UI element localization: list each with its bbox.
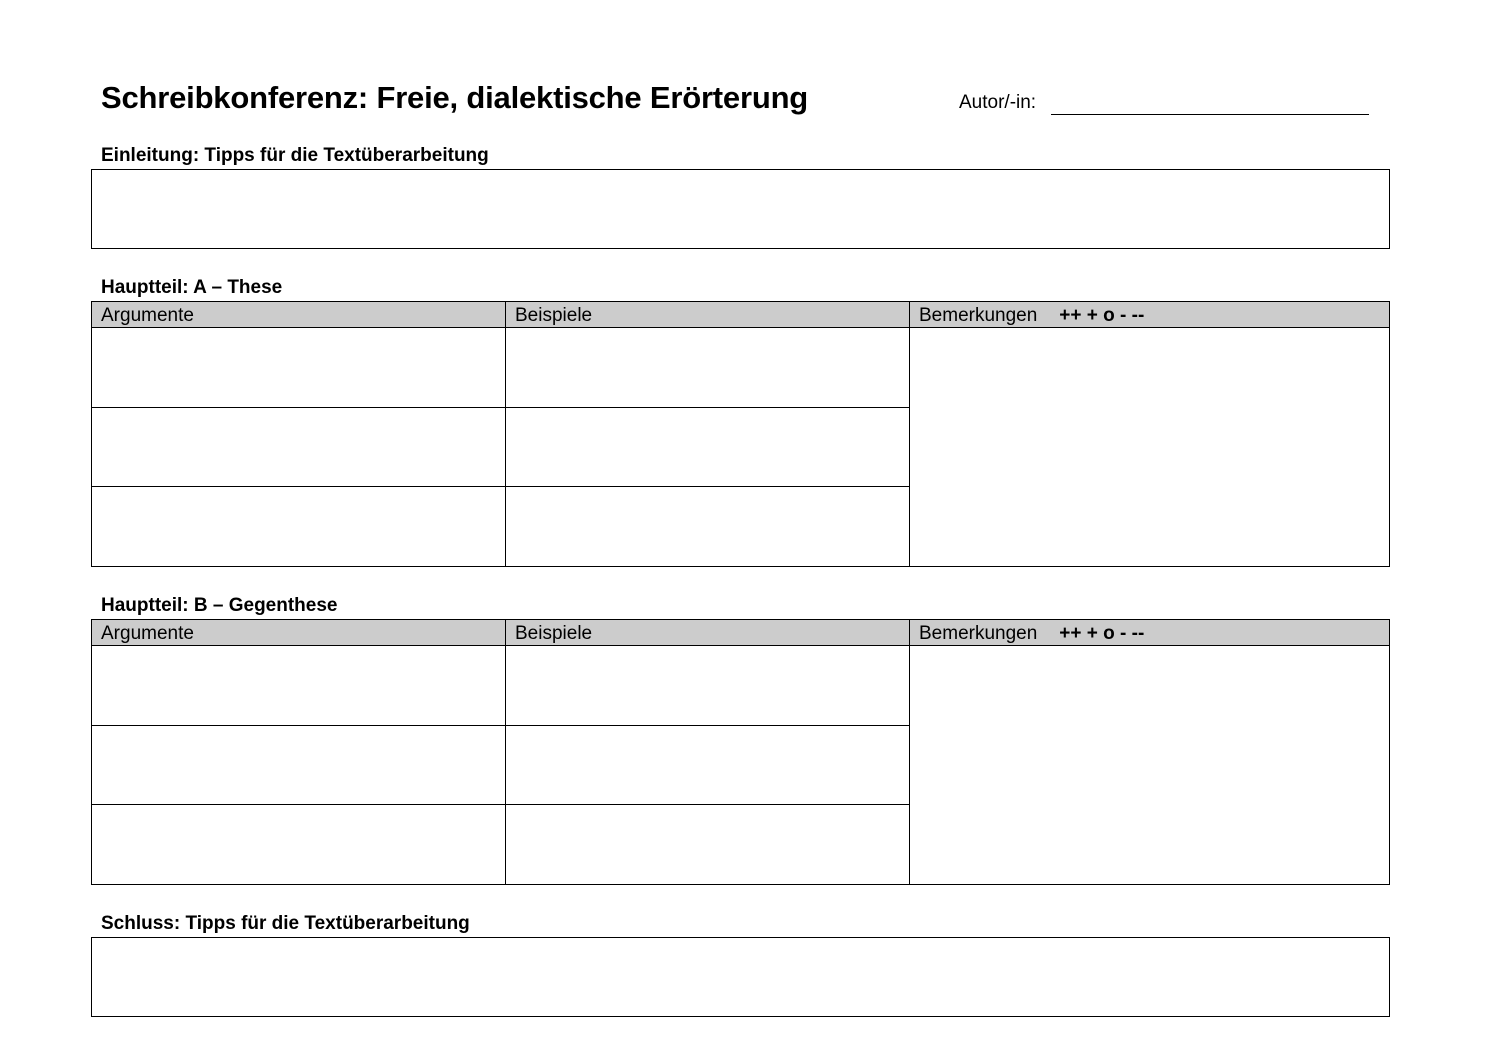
intro-text-box[interactable] (91, 169, 1390, 249)
part-b-remarks-cell[interactable] (909, 645, 1390, 885)
part-a-argument-cell-1[interactable] (91, 327, 506, 408)
intro-label: Einleitung: Tipps für die Textüberarbeitung (101, 145, 489, 166)
part-b-rating-scale: ++ + o - -- (1059, 623, 1145, 644)
part-a-header-bemerkungen (909, 301, 1390, 328)
part-a-rating-scale: ++ + o - -- (1059, 305, 1145, 326)
part-a-label: Hauptteil: A – These (101, 277, 283, 298)
author-label: Autor/-in: (959, 92, 1037, 113)
part-a-table (91, 301, 1390, 567)
part-b-example-cell-2[interactable] (505, 725, 910, 805)
page-title: Schreibkonferenz: Freie, dialektische Erörterung (101, 80, 809, 115)
part-b-argument-cell-2[interactable] (91, 725, 506, 805)
part-a-header-argumente: Argumente (91, 301, 506, 328)
part-b-argument-cell-1[interactable] (91, 645, 506, 726)
part-a-header-beispiele: Beispiele (505, 301, 910, 328)
part-b-example-cell-3[interactable] (505, 804, 910, 885)
part-b-header-bemerkungen (909, 619, 1390, 646)
author-input-line[interactable] (1051, 114, 1369, 115)
part-a-argument-cell-3[interactable] (91, 486, 506, 567)
part-b-header-beispiele: Beispiele (505, 619, 910, 646)
part-a-example-cell-3[interactable] (505, 486, 910, 567)
part-b-bemerkungen-label: Bemerkungen (919, 623, 1038, 644)
part-a-remarks-cell[interactable] (909, 327, 1390, 567)
part-b-table (91, 619, 1390, 885)
part-a-example-cell-1[interactable] (505, 327, 910, 408)
part-b-argument-cell-3[interactable] (91, 804, 506, 885)
part-a-bemerkungen-label: Bemerkungen (919, 305, 1038, 326)
part-b-header-argumente: Argumente (91, 619, 506, 646)
part-a-example-cell-2[interactable] (505, 407, 910, 487)
part-a-argument-cell-2[interactable] (91, 407, 506, 487)
conclusion-label: Schluss: Tipps für die Textüberarbeitung (101, 913, 470, 934)
part-b-example-cell-1[interactable] (505, 645, 910, 726)
conclusion-text-box[interactable] (91, 937, 1390, 1017)
part-b-label: Hauptteil: B – Gegenthese (101, 595, 338, 616)
